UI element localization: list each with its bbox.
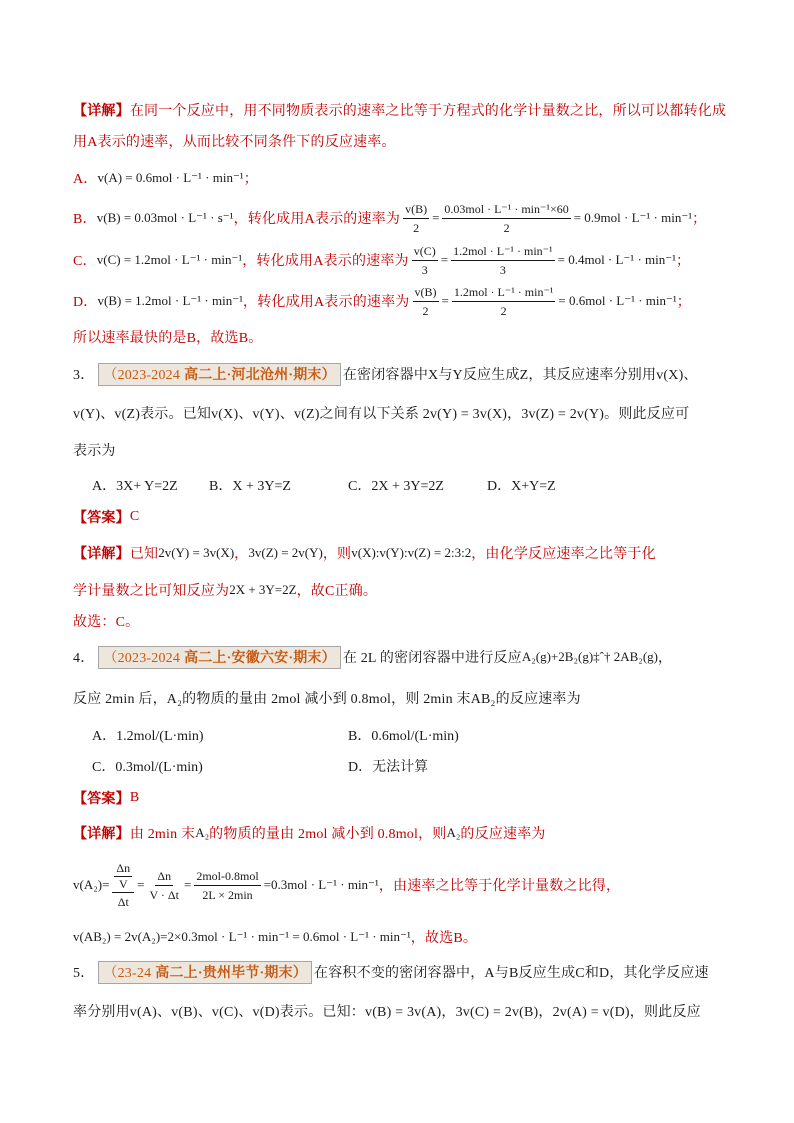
fraction	[403, 200, 429, 237]
question-stem: 表示为	[73, 444, 116, 459]
punctuation: ；	[692, 212, 707, 227]
result-formula: = 0.4mol · L⁻¹ · min⁻¹	[557, 252, 677, 267]
q3-stem-line-1	[73, 363, 698, 385]
equals-sign: =	[441, 293, 449, 308]
fraction-numerator: 1.2mol · L⁻¹ · min⁻¹	[451, 242, 555, 261]
fraction-denominator: Δt	[117, 895, 129, 909]
choice-c: C．0.3mol/(L·min)	[92, 760, 203, 775]
species-formula: A₂	[195, 825, 210, 840]
q3-stem-line-3	[73, 439, 116, 461]
q4-options-row-1	[0, 724, 794, 746]
q3-conclusion	[73, 610, 139, 632]
answer-value: B	[129, 790, 140, 805]
q5-stem-line-1	[73, 961, 709, 983]
fraction	[147, 867, 181, 904]
q4-calc-line-1	[73, 855, 620, 915]
question-stem: 在容积不变的密闭容器中，A与B反应生成C和D，其化学反应速	[314, 966, 709, 981]
fraction	[194, 867, 260, 904]
rate-formula: v(AB₂) = 2v(A₂)=2×0.3mol · L⁻¹ · min⁻¹ = 0.6mol · L⁻¹ · min⁻¹	[73, 929, 411, 944]
detail-text: ，转化成用A表示的速率为	[242, 254, 409, 269]
choice-a: A．1.2mol/(L·min)	[92, 729, 204, 744]
reaction-equation: A₂(g)+2B₂(g)‡ˆ† 2AB₂(g)	[521, 649, 658, 664]
answer-label: 【答案】	[73, 792, 130, 807]
question-number: 5．	[73, 966, 95, 981]
fraction-denominator: V	[118, 877, 128, 891]
fraction-denominator: 2	[413, 220, 420, 235]
question-number: 3．	[73, 368, 95, 383]
punctuation: ；	[676, 295, 691, 310]
question-stem: 在密闭容器中X与Y反应生成Z，其反应速率分别用v(X)、	[342, 368, 698, 383]
punctuation: ，	[657, 651, 673, 666]
choice-d: D．X+Y=Z	[487, 479, 556, 494]
q4-detail-line-1	[73, 822, 546, 844]
detail-text: 的反应速率为	[460, 827, 546, 842]
source-year: （2023-2024	[103, 651, 181, 666]
equals-sign: =	[137, 877, 145, 892]
detail-text: ，	[234, 547, 249, 562]
q4-stem-line-1	[73, 646, 672, 668]
species-formula: A₂	[446, 825, 461, 840]
choice-b: B．X + 3Y=Z	[209, 479, 291, 494]
choice-d: D．无法计算	[348, 760, 429, 775]
q3-answer	[73, 506, 139, 528]
q3-stem-line-2	[73, 402, 689, 424]
q2-detail-option-c	[73, 238, 690, 282]
equals-sign: =	[183, 877, 192, 892]
detail-text: 的物质的量由 2mol 减小到 0.8mol，则	[209, 827, 447, 842]
fraction-numerator: 0.03mol · L⁻¹ · min⁻¹×60	[442, 200, 570, 219]
fraction-denominator: 3	[421, 262, 428, 277]
detail-text: ，转化成用A表示的速率为	[243, 295, 410, 310]
detail-label: 【详解】	[73, 547, 130, 562]
rate-formula: 2v(Y) = 3v(X)	[158, 545, 235, 560]
punctuation: ；	[676, 254, 691, 269]
fraction-denominator: 3	[499, 262, 506, 277]
given-rate-formula: v(B) = 0.03mol · L⁻¹ · s⁻¹	[96, 210, 234, 225]
option-prefix: B．	[73, 212, 97, 227]
given-rate-formula: v(B) = 1.2mol · L⁻¹ · min⁻¹	[97, 293, 243, 308]
q3-detail-line-1	[73, 542, 656, 564]
fraction-numerator: 1.2mol · L⁻¹ · min⁻¹	[452, 283, 556, 302]
choice-a: A．3X+ Y=2Z	[92, 479, 178, 494]
q4-answer	[73, 787, 139, 809]
source-year: （23-24	[103, 966, 152, 981]
equals-sign: =	[432, 210, 440, 225]
equals-sign: =	[440, 252, 449, 267]
detail-text: ，故C正确。	[296, 584, 378, 599]
question-stem: 反应 2min 后，A₂的物质的量由 2mol 减小到 0.8mol，则 2min 末AB₂的反应速率为	[73, 692, 581, 707]
fraction-numerator: v(B)	[403, 200, 429, 219]
fraction-numerator: v(B)	[413, 283, 439, 302]
question-number: 4．	[73, 651, 95, 666]
q2-conclusion	[73, 326, 262, 348]
punctuation: ；	[243, 172, 258, 187]
q3-detail-line-2	[73, 579, 377, 601]
detail-text: ，故选B。	[410, 931, 478, 946]
result-formula: =0.3mol · L⁻¹ · min⁻¹	[263, 877, 379, 892]
question-stem: 率分别用v(A)、v(B)、v(C)、v(D)表示。已知：v(B) = 3v(A)，3v(C) = 2v(B)，2v(A) = v(D)，则此反应	[73, 1005, 701, 1020]
fraction-numerator: v(C)	[412, 242, 438, 261]
detail-text: 学计量数之比可知反应为	[73, 584, 230, 599]
detail-text: ，由化学反应速率之比等于化	[471, 547, 656, 562]
fraction	[442, 200, 570, 237]
fraction-denominator: 2	[422, 303, 429, 318]
q4-calc-line-2	[73, 926, 477, 948]
fraction	[413, 283, 439, 320]
q2-detail-option-a	[73, 167, 258, 189]
detail-text: 用A表示的速率，从而比较不同条件下的反应速率。	[73, 135, 396, 150]
q5-stem-line-2	[73, 1000, 701, 1022]
fraction-numerator: 2mol-0.8mol	[194, 867, 260, 886]
source-info: 高二上·安徽六安·期末）	[184, 651, 336, 666]
detail-text: ，则	[322, 547, 352, 562]
detail-text: 在同一个反应中，用不同物质表示的速率之比等于方程式的化学计量数之比，所以可以都转化成	[129, 104, 727, 119]
fraction	[452, 283, 556, 320]
answer-value: C	[129, 509, 140, 524]
rate-formula: 3v(Z) = 2v(Y)	[248, 545, 323, 560]
inner-fraction	[114, 861, 132, 892]
conclusion-text: 故选：C。	[73, 615, 140, 630]
rate-formula-lhs: v(A₂)=	[73, 877, 110, 892]
result-formula: = 0.6mol · L⁻¹ · min⁻¹	[558, 293, 677, 308]
source-tag	[98, 363, 340, 386]
choice-b: B．0.6mol/(L·min)	[348, 729, 459, 744]
fraction	[412, 242, 438, 279]
detail-text: ，由速率之比等于化学计量数之比得，	[378, 879, 621, 894]
detail-label: 【详解】	[73, 827, 130, 842]
fraction-denominator: 2	[503, 220, 510, 235]
source-tag	[98, 646, 340, 669]
fraction	[451, 242, 555, 279]
detail-text: 由 2min 末	[129, 827, 196, 842]
fraction-denominator: 2	[500, 303, 507, 318]
option-prefix: D．	[73, 295, 98, 310]
source-year: （2023-2024	[103, 368, 181, 383]
q2-detail-line-1	[73, 99, 726, 121]
source-tag	[98, 961, 312, 984]
option-prefix: A．	[73, 172, 98, 187]
q2-detail-option-b	[73, 196, 706, 240]
detail-text: ，转化成用A表示的速率为	[233, 212, 401, 227]
fraction-numerator: Δn	[155, 867, 173, 886]
rate-ratio-formula: v(X):v(Y):v(Z) = 2:3:2	[351, 545, 472, 560]
q4-stem-line-2	[73, 687, 581, 709]
q2-detail-line-2	[73, 130, 396, 152]
detail-label: 【详解】	[73, 104, 130, 119]
given-rate-formula: v(C) = 1.2mol · L⁻¹ · min⁻¹	[96, 252, 243, 267]
nested-fraction	[112, 859, 134, 911]
q3-options	[0, 474, 794, 496]
question-stem: 在 2L 的密闭容器中进行反应	[342, 651, 522, 666]
conclusion-text: 所以速率最快的是B，故选B。	[73, 331, 263, 346]
result-formula: = 0.9mol · L⁻¹ · min⁻¹	[573, 210, 693, 225]
fraction-numerator	[112, 859, 134, 893]
question-stem: v(Y)、v(Z)表示。已知v(X)、v(Y)、v(Z)之间有以下关系 2v(Y) = 3v(X)，3v(Z) = 2v(Y)。则此反应可	[73, 407, 690, 422]
reaction-equation: 2X + 3Y=2Z	[229, 582, 297, 597]
q2-detail-option-d	[73, 279, 691, 323]
source-info: 高二上·河北沧州·期末）	[184, 368, 336, 383]
fraction-denominator: V · Δt	[149, 887, 179, 902]
fraction-denominator: 2L × 2min	[202, 887, 253, 902]
choice-c: C．2X + 3Y=2Z	[348, 479, 444, 494]
option-prefix: C．	[73, 254, 97, 269]
detail-text: 已知	[129, 547, 159, 562]
q4-options-row-2	[0, 755, 794, 777]
rate-formula: v(A) = 0.6mol · L⁻¹ · min⁻¹	[97, 170, 244, 185]
answer-label: 【答案】	[73, 511, 130, 526]
fraction-numerator: Δn	[116, 861, 131, 875]
source-info: 高二上·贵州毕节·期末）	[155, 966, 308, 981]
